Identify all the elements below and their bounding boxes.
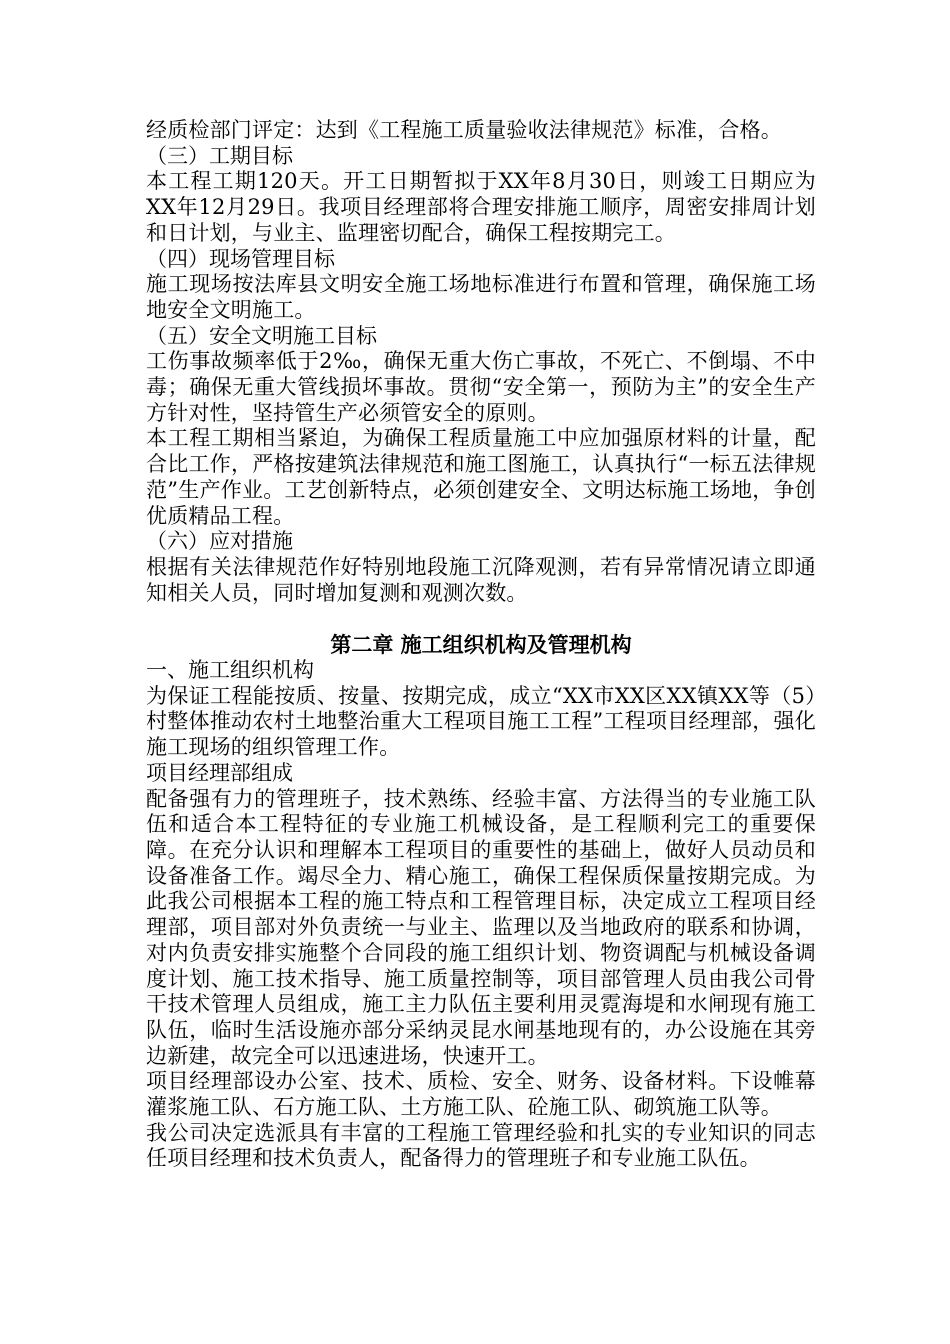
document-body — [146, 118, 816, 1172]
paragraph: 项目经理部设办公室、技术、质检、安全、财务、设备材料。下设帷幕灌浆施工队、石方施工队、土方施工队、砼施工队、砌筑施工队等。 — [146, 1069, 816, 1120]
section-heading: 一、施工组织机构 — [146, 658, 314, 683]
paragraph: 为保证工程能按质、按量、按期完成，成立“XX市XX区XX镇XX等（5）村整体推动农村土地整治重大工程项目施工工程”工程项目经理部，强化施工现场的组织管理工作。 — [146, 683, 816, 760]
paragraph: 本工程工期120天。开工日期暂拟于XX年8月30日，则竣工日期应为XX年12月29日。我项目经理部将合理安排施工顺序，周密安排周计划和日计划，与业主、监理密切配合，确保工程按期完工。 — [146, 169, 816, 245]
paragraph: 配备强有力的管理班子，技术熟练、经验丰富、方法得当的专业施工队伍和适合本工程特征的专业施工机械设备，是工程顺利完工的重要保障。在充分认识和理解本工程项目的重要性的基础上，做好人员动员和设备准备工作。竭尽全力、精心施工，确保工程保质保量按期完成。为此我公司根据本工程的施工特点和工程管理目标，决定成立工程项目经理部，项目部对外负责统一与业主、监理以及当地政府的联系和协调，对内负责安排实施整个合同段的施工组织计划、物资调配与机械设备调度计划、施工技术指导、施工质量控制等，项目部管理人员由我公司骨干技术管理人员组成，施工主力队伍主要利用灵霓海堤和水闸现有施工队伍，临时生活设施亦部分采纳灵昆水闸基地现有的，办公设施在其旁边新建，故完全可以迅速进场，快速开工。 — [146, 786, 816, 1068]
chapter-title: 第二章 施工组织机构及管理机构 — [330, 632, 632, 658]
section-heading: （四）现场管理目标 — [146, 246, 335, 271]
paragraph: 我公司决定选派具有丰富的工程施工管理经验和扎实的专业知识的同志任项目经理和技术负责人，配备得力的管理班子和专业施工队伍。 — [146, 1120, 816, 1171]
section-heading: （三）工期目标 — [146, 143, 293, 168]
paragraph: 工伤事故频率低于2‰，确保无重大伤亡事故，不死亡、不倒塌、不中毒；确保无重大管线损坏事故。贯彻“安全第一，预防为主”的安全生产方针对性，坚持管生产必须管安全的原则。 — [146, 349, 816, 425]
spacer — [146, 606, 816, 632]
section-heading: （六）应对措施 — [146, 529, 293, 554]
paragraph: 根据有关法律规范作好特别地段施工沉降观测，若有异常情况请立即通知相关人员，同时增加复测和观测次数。 — [146, 554, 816, 605]
section-heading: 项目经理部组成 — [146, 760, 293, 785]
paragraph: 施工现场按法库县文明安全施工场地标准进行布置和管理，确保施工场地安全文明施工。 — [146, 272, 816, 322]
section-heading: （五）安全文明施工目标 — [146, 323, 377, 348]
paragraph: 本工程工期相当紧迫，为确保工程质量施工中应加强原材料的计量，配合比工作，严格按建筑法律规范和施工图施工，认真执行“一标五法律规范”生产作业。工艺创新特点，必须创建安全、文明达标施工场地，争创优质精品工程。 — [146, 426, 816, 528]
paragraph: 经质检部门评定：达到《工程施工质量验收法律规范》标准，合格。 — [146, 118, 782, 142]
